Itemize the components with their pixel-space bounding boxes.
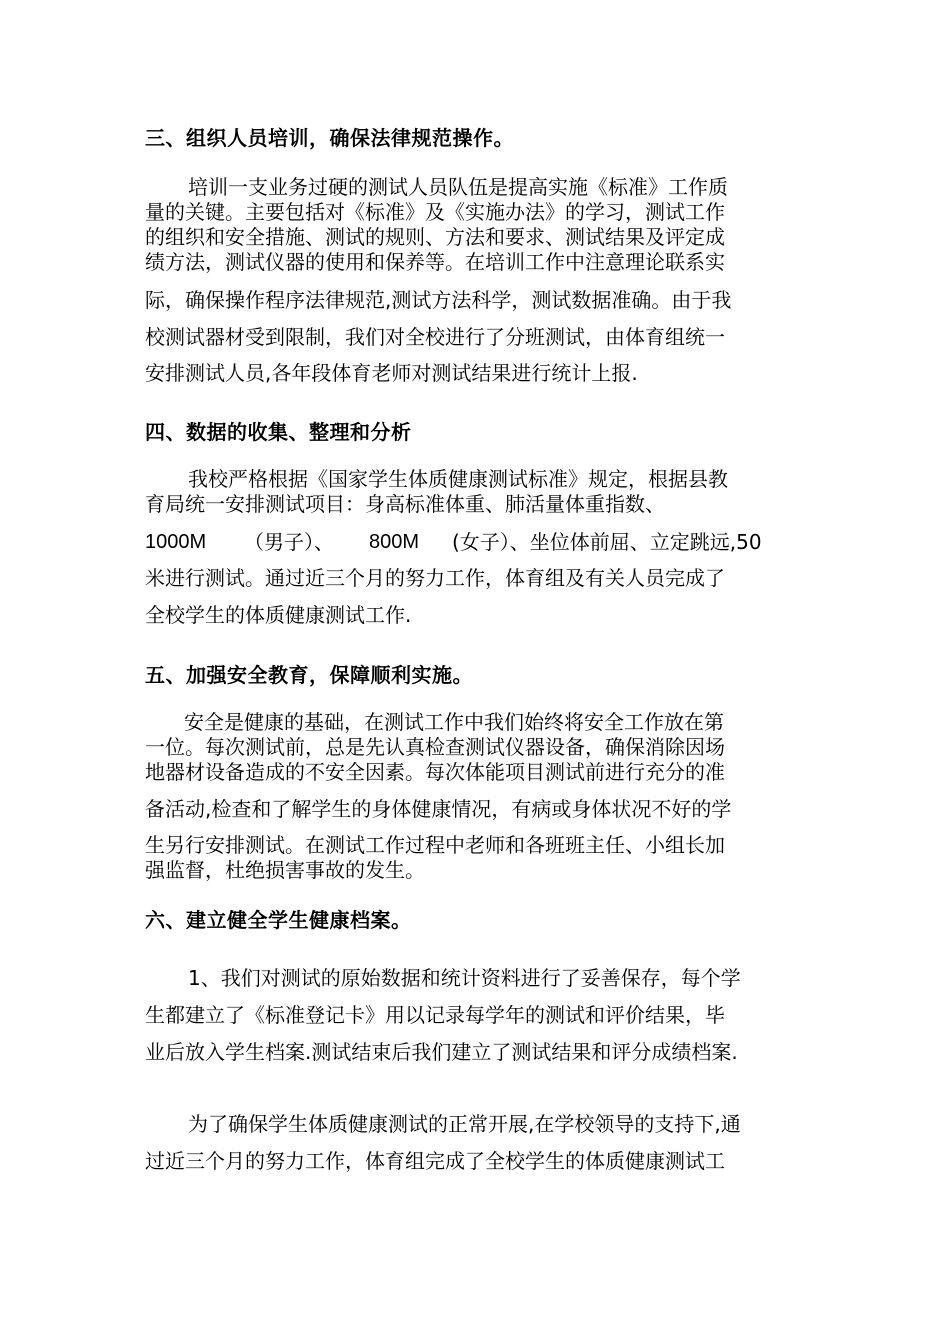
section-heading-6: 六、建立健全学生健康档案。 — [145, 908, 412, 932]
text-male: （男子）、 — [244, 530, 334, 554]
section-heading-3: 三、组织人员培训，确保法律规范操作。 — [145, 126, 514, 150]
paragraph-line: 生都建立了《标准登记卡》用以记录每学年的测试和评价结果，毕 — [145, 1003, 725, 1027]
section-heading-4: 四、数据的收集、整理和分析 — [145, 420, 412, 444]
paragraph-line: 一位。每次测试前，总是先认真检查测试仪器设备，确保消除因场 — [145, 735, 725, 759]
paragraph-line: 际，确保操作程序法律规范,测试方法科学，测试数据准确。由于我 — [145, 288, 732, 312]
closing-line: 过近三个月的努力工作，体育组完成了全校学生的体质健康测试工 — [145, 1149, 725, 1173]
text-800m: 800M — [369, 531, 420, 553]
paragraph-line: 校测试器材受到限制，我们对全校进行了分班测试，由体育组统一 — [145, 325, 725, 349]
paragraph-line: 绩方法，测试仪器的使用和保养等。在培训工作中注意理论联系实 — [145, 250, 725, 274]
paragraph-line: 安全是健康的基础，在测试工作中我们始终将安全工作放在第 — [184, 710, 724, 734]
paragraph-line: 1、我们对测试的原始数据和统计资料进行了妥善保存，每个学 — [188, 966, 741, 990]
paragraph-line: 安排测试人员,各年段体育老师对测试结果进行统计上报. — [145, 361, 638, 385]
paragraph-line: 我校严格根据《国家学生体质健康测试标准》规定，根据县教 — [188, 467, 728, 491]
section-heading-5: 五、加强安全教育，保障顺利实施。 — [145, 663, 473, 687]
paragraph-line: 培训一支业务过硬的测试人员队伍是提高实施《标准》工作质 — [188, 175, 728, 199]
paragraph-line: 米进行测试。通过近三个月的努力工作，体育组及有关人员完成了 — [145, 566, 725, 590]
paragraph-line: 业后放入学生档案.测试结束后我们建立了测试结果和评分成绩档案. — [145, 1040, 738, 1064]
text-female: (女子）、坐位体前屈、立定跳远,50 — [452, 530, 762, 554]
closing-line: 为了确保学生体质健康测试的正常开展,在学校领导的支持下,通 — [188, 1112, 741, 1136]
paragraph-line: 备活动,检查和了解学生的身体健康情况，有病或身体状况不好的学 — [145, 797, 732, 821]
paragraph-line: 地器材设备造成的不安全因素。每次体能项目测试前进行充分的准 — [145, 760, 725, 784]
text-1000m: 1000M — [145, 531, 207, 553]
paragraph-line-mixed — [145, 530, 805, 554]
paragraph-line: 量的关键。主要包括对《标准》及《实施办法》的学习，测试工作 — [145, 200, 725, 224]
paragraph-line: 育局统一安排测试项目：身高标准体重、肺活量体重指数、 — [145, 492, 665, 516]
paragraph-line: 生另行安排测试。在测试工作过程中老师和各班班主任、小组长加 — [145, 833, 725, 857]
paragraph-line: 强监督，杜绝损害事故的发生。 — [145, 858, 425, 882]
paragraph-line: 全校学生的体质健康测试工作. — [145, 603, 412, 627]
paragraph-line: 的组织和安全措施、测试的规则、方法和要求、测试结果及评定成 — [145, 225, 725, 249]
